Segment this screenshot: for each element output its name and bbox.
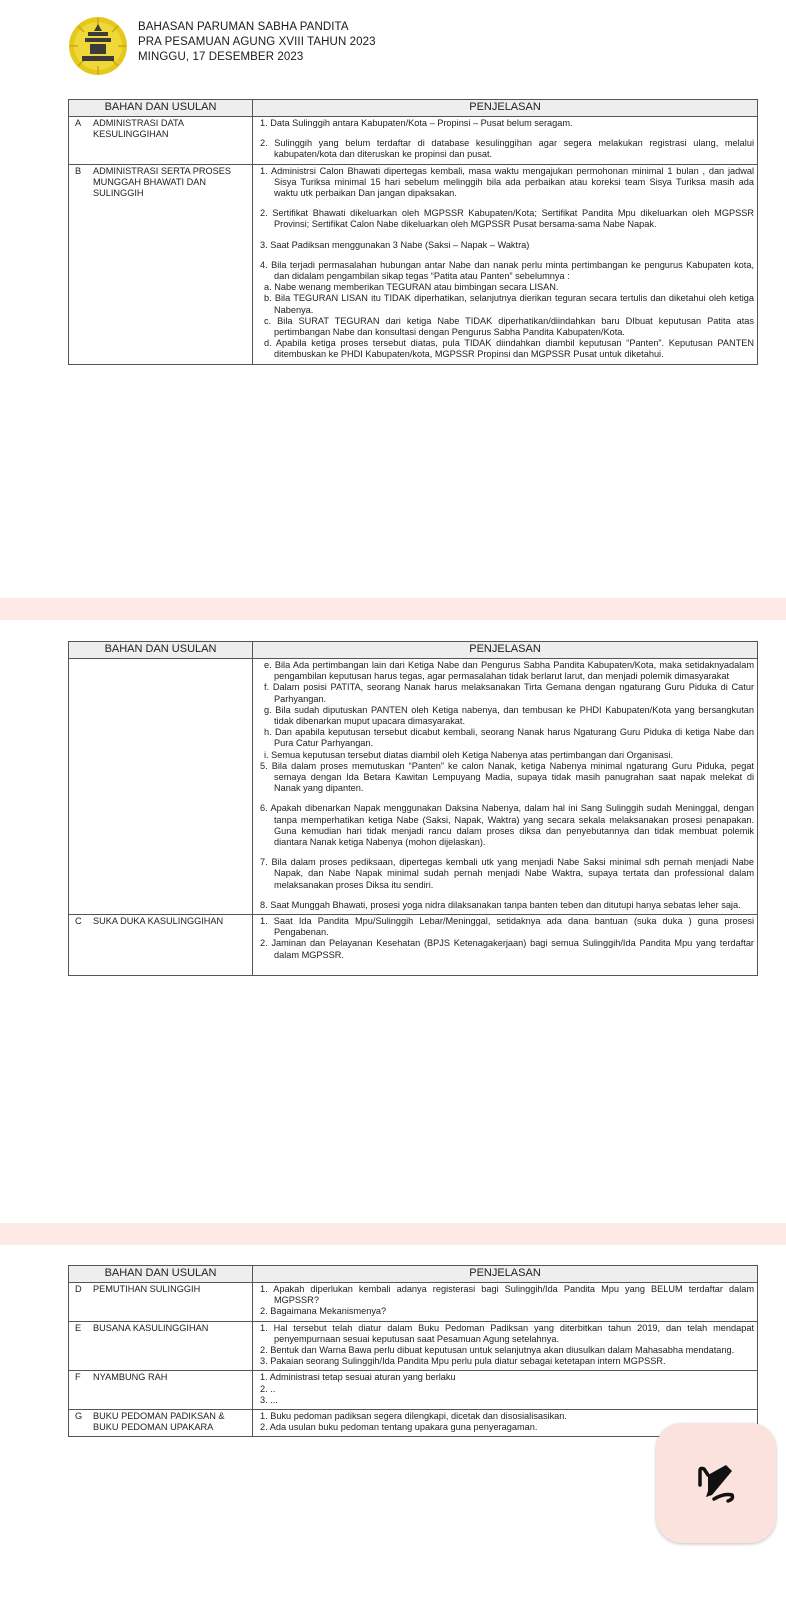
document-page-2 [0,620,786,1223]
section-letter: A [75,118,82,128]
list-subitem: g. Bila sudah diputuskan PANTEN oleh Ketiga nabenya, dan tembusan ke PHDI Kabupaten/Kota yang bersangkutan tidak dibenarkan muput upacara dimasyarakat. [264,704,754,727]
table-row [69,1283,758,1322]
list-item: 2. Sulinggih yang belum terdaftar di database kesulinggihan agar segera melakukan registrasi ulang, melalui kabupaten/kota dan diteruskan ke propinsi dan pusat. [260,138,754,160]
proposal-table-1 [68,99,758,365]
table-row [69,1410,758,1437]
section-letter: D [75,1284,82,1294]
table-row [69,1371,758,1410]
list-item: 3. Pakaian seorang Sulinggih/Ida Pandita Mpu perlu pula diatur sebagai ketetapan intern MGPSSR. [260,1356,666,1367]
section-label: PEMUTIHAN SULINGGIH [93,1284,201,1294]
list-item: 1. Hal tersebut telah diatur dalam Buku Pedoman Padiksan yang diterbitkan tahun 2019, dan telah mendapat penyempurnaan sesuai keputusan saat Pesamuan Agung setelahnya. [260,1322,754,1344]
page-separator [0,598,786,620]
list-item: 3. ... [260,1394,278,1405]
document-page-1 [0,0,786,598]
list-item: 1. Administrasi tetap sesuai aturan yang berlaku [260,1372,456,1383]
document-page-3 [0,1245,786,1600]
list-item: 2. Bagaimana Mekanismenya? [260,1306,387,1317]
table-row [69,1321,758,1371]
edit-pen-icon [696,1465,738,1503]
proposal-table-2 [68,641,758,976]
list-item: 5. Bila dalam proses memutuskan “Panten” ke calon Nanak, ketiga Nabenya minimal ngaturang Guru Piduka, pegat semaya dengan Ida Betara Kawitan Lempuyang Madia, supaya tidak masih panugrahan saat napak melekat di Nanak yang dipanten. [260,760,754,794]
section-label: NYAMBUNG RAH [93,1372,168,1383]
list-item: 1. Buku pedoman padiksan segera dilengkapi, dicetak dan disosialisasikan. [260,1411,567,1422]
column-header-penjelasan: PENJELASAN [253,642,758,659]
list-item: 1. Apakah diperlukan kembali adanya registerasi bagi Sulinggih/Ida Pandita Mpu yang BELUM terdaftar dalam MGPSSR? [260,1284,754,1306]
list-item: 2. .. [260,1383,276,1394]
section-letter: C [75,916,82,927]
list-subitem: e. Bila Ada pertimbangan lain dari Ketiga Nabe dan Pengurus Sabha Pandita Kabupaten/Kota, maka setidaknyadalam pengambilan keputusan harus tegas, agar permasalahan tidak berlarut larut, dan menjadi polemik dimasyarakat [264,660,754,682]
table-row [69,915,758,976]
organization-logo-icon [68,16,128,76]
list-item: 1. Saat Ida Pandita Mpu/Sulinggih Lebar/Meninggal, setidaknya ada dana bantuan (suka duka ) guna prosesi Pengabenan. [260,916,754,938]
list-subitem: h. Dan apabila keputusan tersebut dicabut kembali, seorang Nanak harus Ngaturang Guru Piduka di ketiga Nabe dan Pura Catur Parhyangan. [264,727,754,749]
list-item: 4. Bila terjadi permasalahan hubungan antar Nabe dan nanak perlu minta pertimbangan ke pengurus Kabupaten kota, dan didalam pengambilan sikap tegas “Patita atau Panten” sebelumnya : [260,259,754,282]
table-row [69,659,758,915]
section-letter: F [75,1372,81,1383]
list-item: 2. Sertifikat Bhawati dikeluarkan oleh MGPSSR Kabupaten/Kota; Sertifikat Pandita Mpu dikeluarkan oleh MGPSSR Provinsi; Sertifikat Calon Nabe dikeluarkan oleh MGPSSR Pusat bersama-sama Nabe Napak. [260,208,754,230]
section-letter: E [75,1322,82,1333]
page-separator [0,1223,786,1245]
list-subitem: c. Bila SURAT TEGURAN dari ketiga Nabe TIDAK diperhatikan/diindahkan baru DIbuat keputusan Patita atas pertimbangan Nabe dan konsultasi dengan Pengurus Sabha Pandita Kabupaten/Kota. [264,315,754,338]
document-header [68,14,768,78]
list-item: 1. Data Sulinggih antara Kabupaten/Kota – Propinsi – Pusat belum seragam. [260,118,573,128]
header-line-3: MINGGU, 17 DESEMBER 2023 [138,51,304,63]
section-letter: G [75,1411,83,1422]
list-item: 8. Saat Munggah Bhawati, prosesi yoga nidra dilaksanakan tanpa banten teben dan ditutupi hanya sebatas leher saja. [260,899,741,910]
list-item: 2. Jaminan dan Pelayanan Kesehatan (BPJS Ketenagakerjaan) bagi semua Sulinggih/Ida Pandita Mpu yang terdaftar dalam MGPSSR. [260,938,754,960]
section-label: ADMINISTRASI SERTA PROSES MUNGGAH BHAWATI DAN SULINGGIH [93,165,232,199]
column-header-penjelasan: PENJELASAN [253,100,758,117]
edit-fab-button[interactable] [656,1423,776,1543]
header-line-2: PRA PESAMUAN AGUNG XVIII TAHUN 2023 [138,36,376,48]
list-subitem: f. Dalam posisi PATITA, seorang Nanak harus melaksanakan Tirta Gemana dengan ngaturang Guru Piduka di Catur Parhyangan. [264,682,754,704]
column-header-bahan: BAHAN DAN USULAN [69,642,253,659]
list-item: 6. Apakah dibenarkan Napak menggunakan Daksina Nabenya, dalam hal ini Sang Sulinggih sudah Meninggal, dengan tanpa memperhatikan ketiga Nabe (Saksi, Napak, Waktra) yang secara sekala melaksanakan prosesi penapakan. Guna kemudian hari tidak menjadi rancu dalam proses diksa dan penyebutannya dan tidak membuat polemik diantara Nanak ketiga Nabenya (mohon dijelaskan). [260,803,754,848]
list-subitem: d. Apabila ketiga proses tersebut diatas, pula TIDAK diindahkan diambil keputusan “Panten”. Keputusan PANTEN ditembuskan ke PHDI Kabupaten/kota, MGPSSR Propinsi dan MGPSSR Pusat untuk diketahui. [264,338,754,360]
section-label: BUSANA KASULINGGIHAN [93,1322,209,1333]
column-header-penjelasan: PENJELASAN [253,1266,758,1283]
list-subitem: i. Semua keputusan tersebut diatas diambil oleh Ketiga Nabenya atas pertimbangan dari Organisasi. [264,749,674,760]
table-row [69,117,758,165]
section-label: SUKA DUKA KASULINGGIHAN [93,916,224,927]
section-label: ADMINISTRASI DATA KESULINGGIHAN [93,118,184,140]
table-row [69,164,758,364]
list-subitem: b. Bila TEGURAN LISAN itu TIDAK diperhatikan, selanjutnya dierikan teguran secara tertulis dan diketahui oleh ketiga Nabenya. [264,293,754,315]
proposal-table-3 [68,1265,758,1437]
list-subitem: a. Nabe wenang memberikan TEGURAN atau bimbingan secara LISAN. [264,282,559,293]
section-letter: B [75,165,82,176]
column-header-bahan: BAHAN DAN USULAN [69,1266,253,1283]
list-item: 3. Saat Padiksan menggunakan 3 Nabe (Saksi – Napak – Waktra) [260,239,530,250]
list-item: 2. Bentuk dan Warna Bawa perlu dibuat keputusan untuk selanjutnya akan diusulkan dalam Mahasabha mendatang. [260,1345,735,1356]
list-item: 1. Administrsi Calon Bhawati dipertegas kembali, masa waktu mengajukan permohonan minimal 1 bulan , dan jadwal Sisya Turiksa minimal 15 hari sebelum melinggih bila ada perbaikan atau koreksi team Sisya Turiksa masih ada waktu utk perbaikan Dan jangan dipaksakan. [260,165,754,199]
header-line-1: BAHASAN PARUMAN SABHA PANDITA [138,21,349,33]
section-label: BUKU PEDOMAN PADIKSAN & BUKU PEDOMAN UPAKARA [93,1411,225,1433]
column-header-bahan: BAHAN DAN USULAN [69,100,253,117]
list-item: 7. Bila dalam proses pediksaan, dipertegas kembali utk yang menjadi Nabe Saksi minimal sdh pernah menjadi Nabe Napak, dan Nabe Napak minimal sudah pernah menjadi Nabe Waktra, supaya tertata dan professional dalam melaksanakan proses Diksa itu sendiri. [260,857,754,890]
list-item: 2. Ada usulan buku pedoman tentang upakara guna penyeragaman. [260,1422,538,1433]
